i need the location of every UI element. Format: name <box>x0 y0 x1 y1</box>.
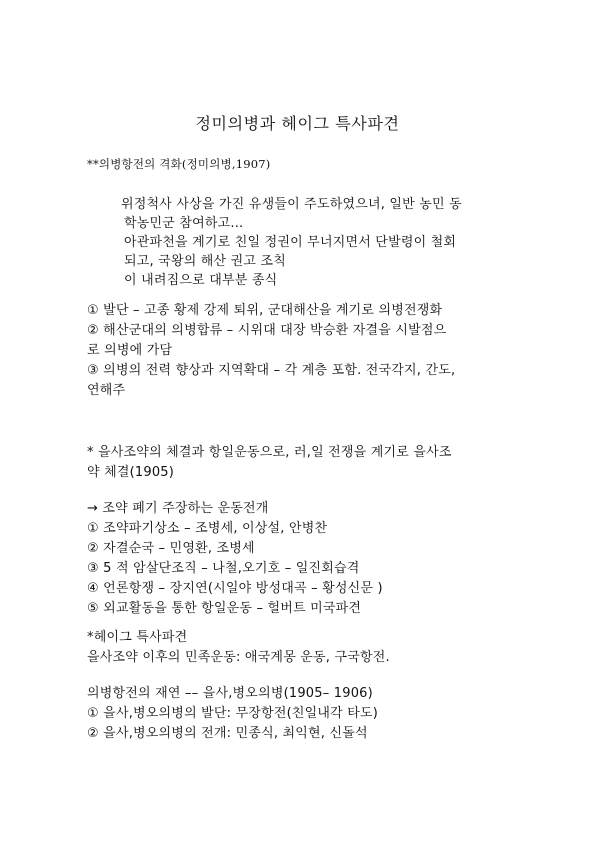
resurgence-line: ② 을사,병오의병의 전개: 민종식, 최익현, 신돌석 <box>87 726 368 741</box>
resurgence-line: ① 을사,병오의병의 발단: 무장항전(친일내각 타도) <box>87 706 379 721</box>
movement-item: → 조약 폐기 주장하는 운동전개 <box>87 501 269 516</box>
resurgence-line: 의병항전의 재연 –– 을사,병오의병(1905– 1906) <box>87 686 373 701</box>
intro-line: 되고, 국왕의 해산 권고 조칙 <box>124 254 286 269</box>
movement-item: ② 자결순국 – 민영환, 조병세 <box>87 541 255 556</box>
hague-heading: *헤이그 특사파견 <box>87 630 188 645</box>
intro-line: 아관파천을 계기로 친일 정권이 무너지면서 단발령이 철회 <box>124 235 457 250</box>
treaty-heading: 약 체결(1905) <box>87 465 175 480</box>
intro-line: 위정척사 사상을 가진 유생들이 주도하였으녀, 일반 농민 동 <box>121 197 462 212</box>
movement-item: ③ 5 적 암살단조직 – 나철,오기호 – 일진회습격 <box>87 561 360 576</box>
page-title: 정미의병과 헤이그 특사파견 <box>195 114 400 133</box>
treaty-heading: * 을사조약의 체결과 항일운동으로, 러,일 전쟁을 계기로 을사조 <box>87 445 452 460</box>
list-item: ② 해산군대의 의병합류 – 시위대 대장 박승환 자결을 시발점으 <box>87 323 447 338</box>
list-item: ① 발단 – 고종 황제 강제 퇴위, 군대해산을 계기로 의병전쟁화 <box>87 303 443 318</box>
movement-item: ④ 언론항쟁 – 장지연(시일야 방성대곡 – 황성신문 ) <box>87 581 383 596</box>
movement-item: ① 조약파기상소 – 조병세, 이상설, 안병찬 <box>87 521 328 536</box>
intro-line: 이 내려짐으로 대부분 종식 <box>124 273 278 288</box>
list-item: 로 의병에 가담 <box>87 343 173 358</box>
intro-line: 학농민군 참여하고... <box>124 216 244 231</box>
movement-item: ⑤ 외교활동을 통한 항일운동 – 헐버트 미국파견 <box>87 601 362 616</box>
section-subtitle: **의병항전의 격화(정미의병,1907) <box>87 157 271 171</box>
hague-text: 을사조약 이후의 민족운동: 애국계몽 운동, 구국항전. <box>87 650 390 665</box>
list-item: ③ 의병의 전력 향상과 지역확대 – 각 계층 포함. 전국각지, 간도, <box>87 363 456 378</box>
list-item: 연해주 <box>87 383 126 398</box>
